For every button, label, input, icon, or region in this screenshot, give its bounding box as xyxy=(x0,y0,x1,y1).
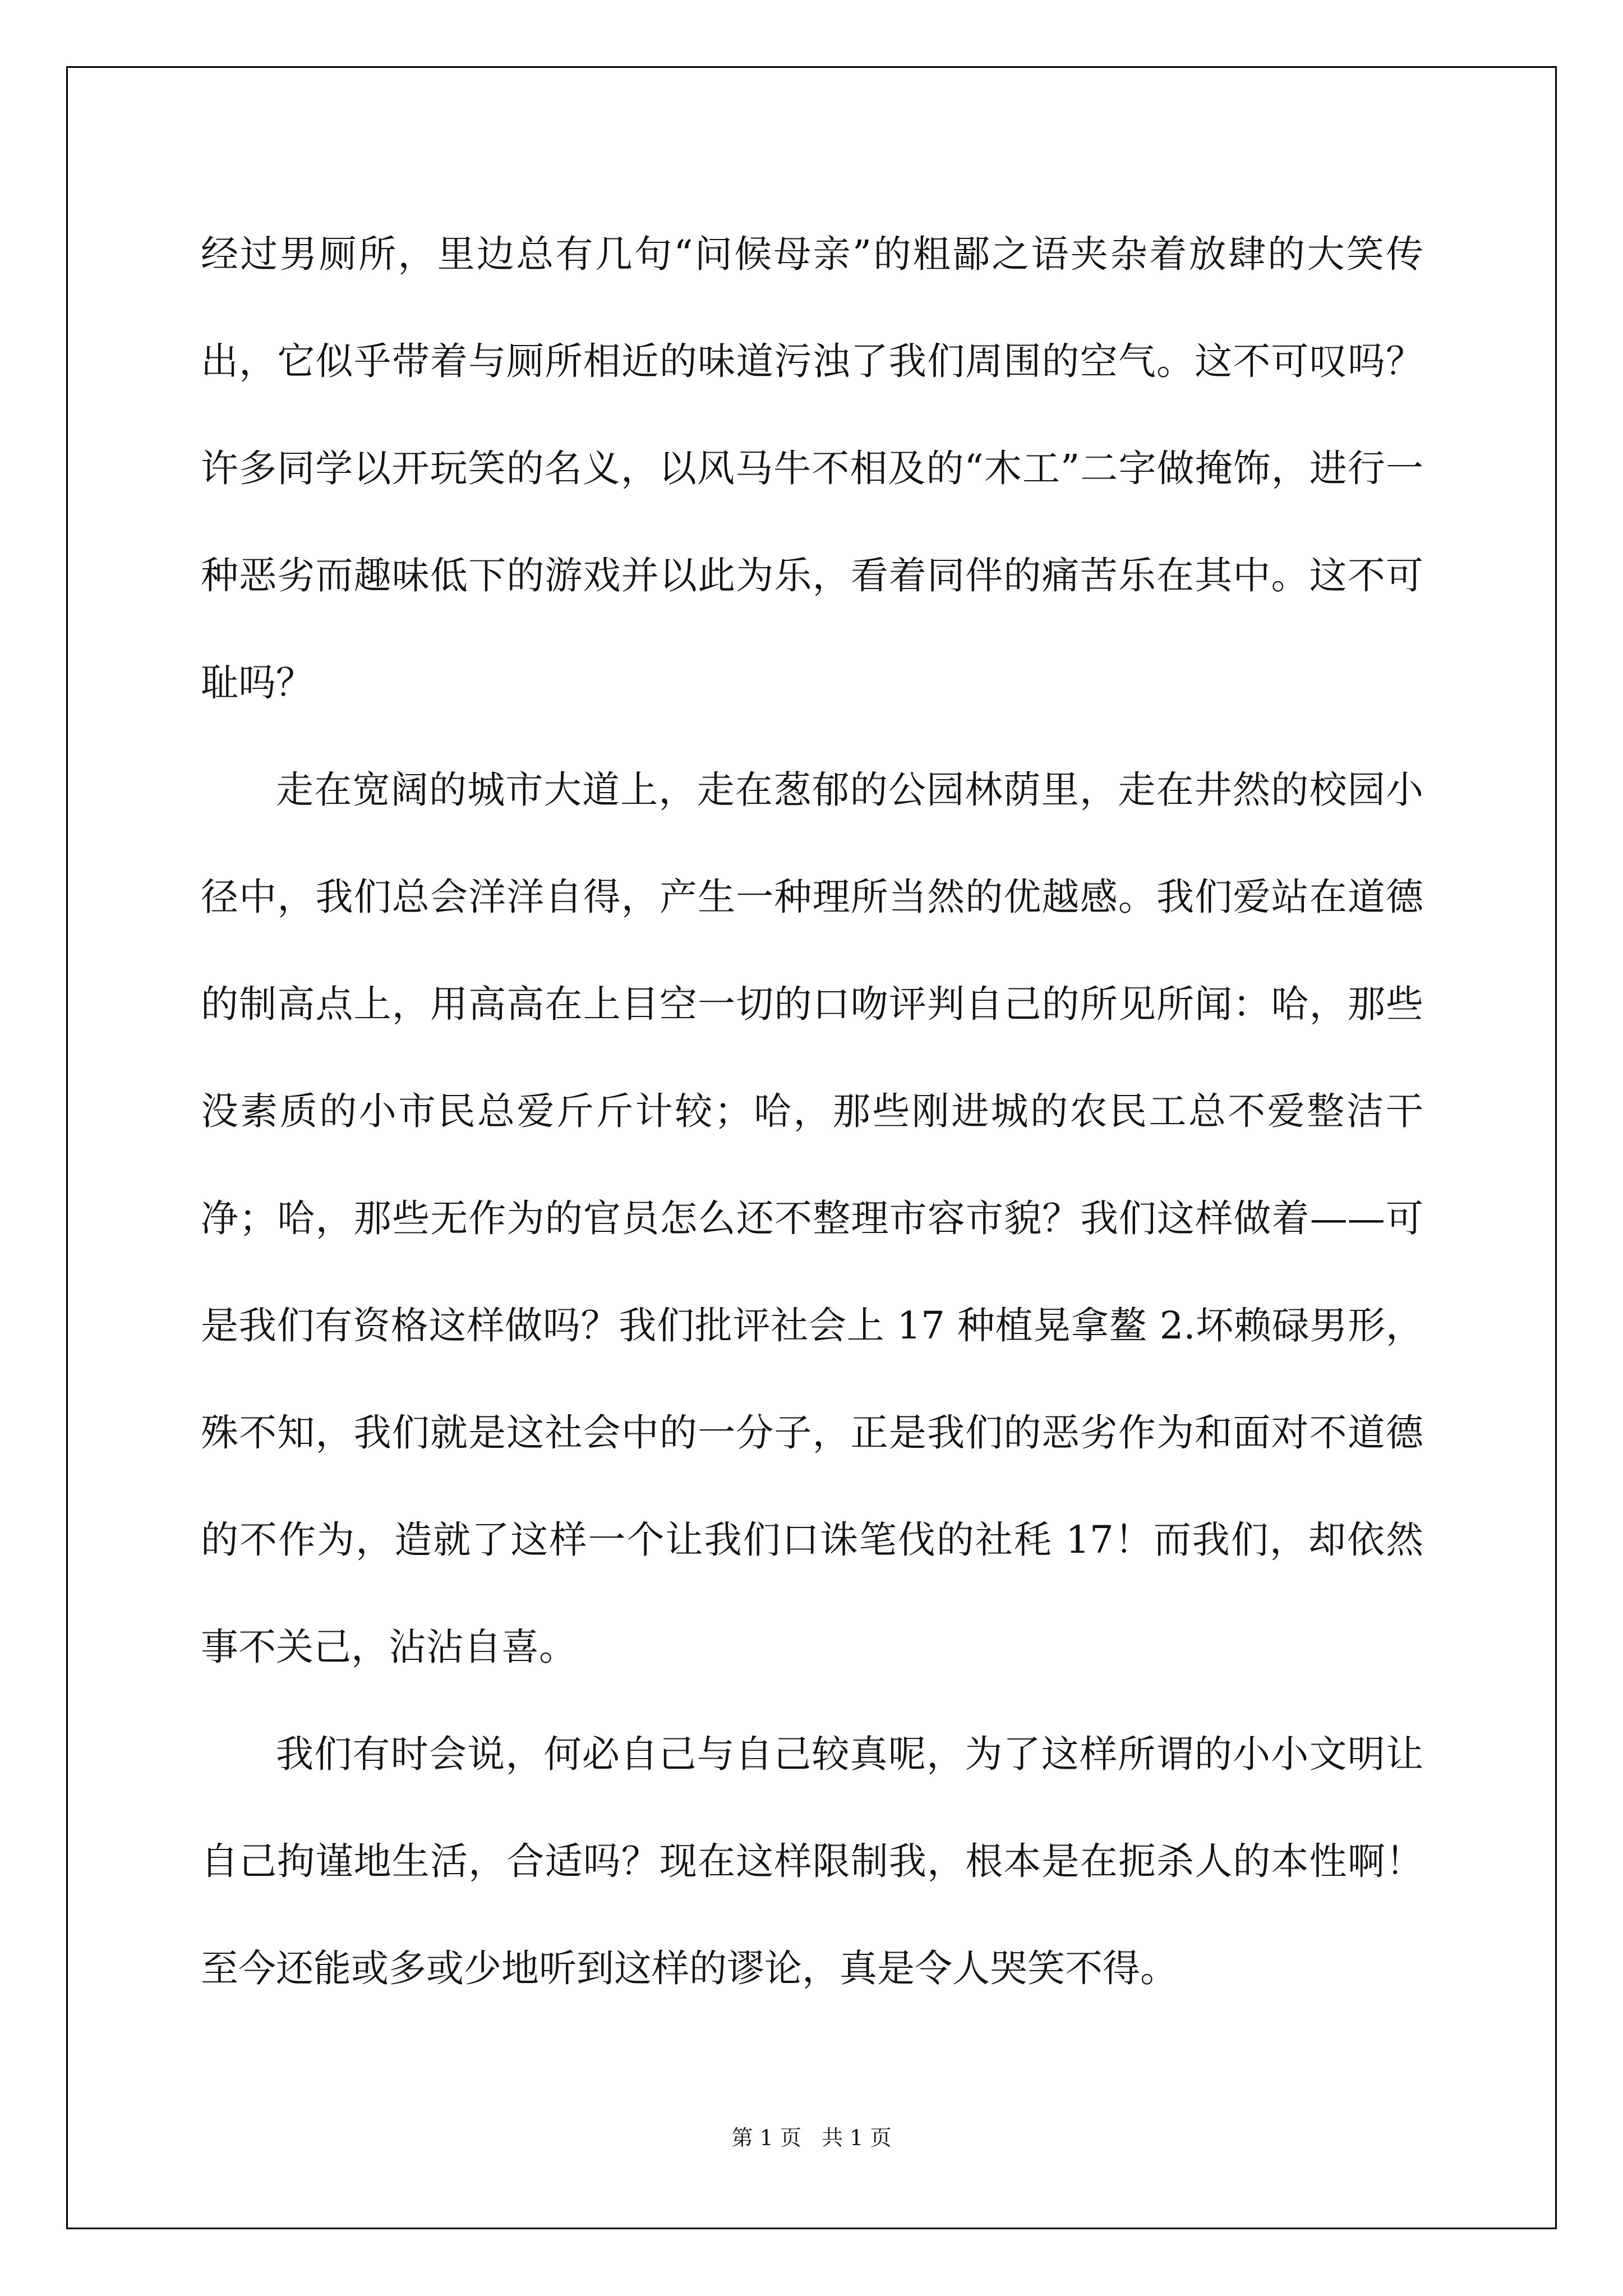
document-body xyxy=(201,201,1423,2022)
paragraph-2: 走在宽阔的城市大道上，走在葱郁的公园林荫里，走在井然的校园小径中，我们总会洋洋自得，产生一种理所当然的优越感。我们爱站在道德的制高点上，用高高在上目空一切的口吻评判自己的所见所闻：哈，那些没素质的小市民总爱斤斤计较；哈，那些刚进城的农民工总不爱整洁干净；哈，那些无作为的官员怎么还不整理市容市貌？我们这样做着——可是我们有资格这样做吗？我们批评社会上 17 种植晃拿鳌 2.坏赖碌男形，殊不知，我们就是这社会中的一分子，正是我们的恶劣作为和面对不道德的不作为，造就了这样一个让我们口诛笔伐的社秏 17！而我们，却依然事不关己，沾沾自喜。 xyxy=(201,768,1423,1669)
page-footer: 第 1 页 共 1 页 xyxy=(731,2125,892,2150)
paragraph-1: 经过男厕所，里边总有几句“问候母亲”的粗鄙之语夹杂着放肆的大笑传出，它似乎带着与厕所相近的味道污浊了我们周围的空气。这不可叹吗？许多同学以开玩笑的名义，以风马牛不相及的“木工”二字做掩饰，进行一种恶劣而趣味低下的游戏并以此为乐，看着同伴的痛苦乐在其中。这不可耻吗？ xyxy=(201,232,1423,705)
paragraph-3: 我们有时会说，何必自己与自己较真呢，为了这样所谓的小小文明让自己拘谨地生活，合适吗？现在这样限制我，根本是在扼杀人的本性啊！至今还能或多或少地听到这样的谬论，真是令人哭笑不得。 xyxy=(201,1732,1423,1990)
